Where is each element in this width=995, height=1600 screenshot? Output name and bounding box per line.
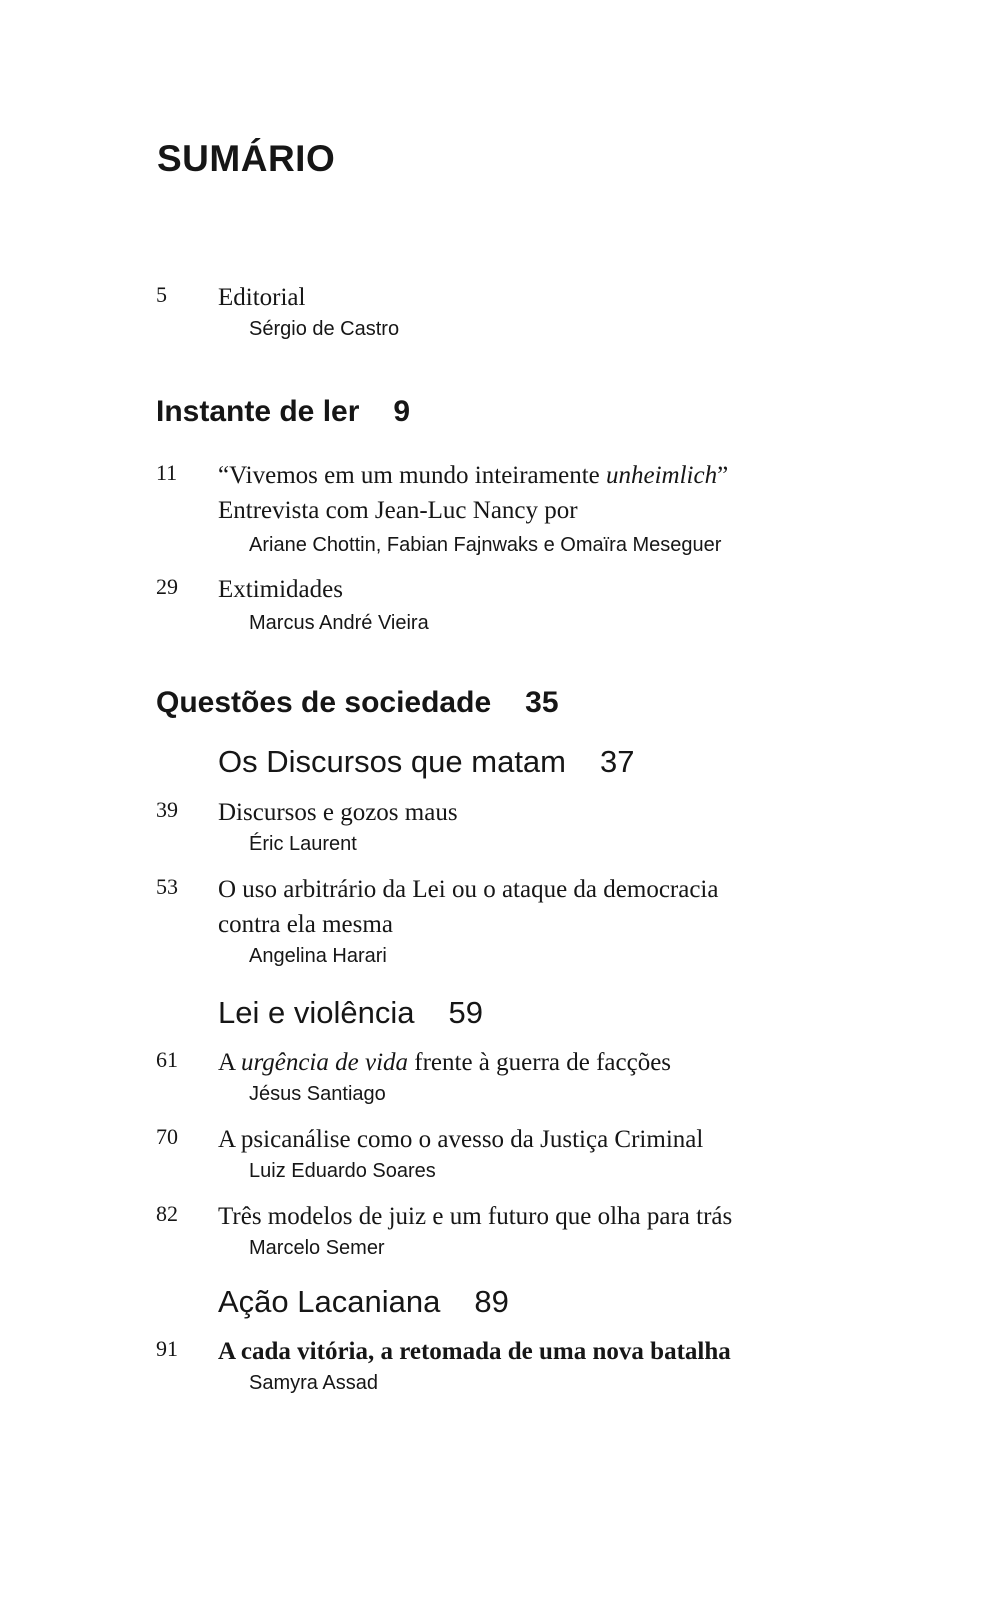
entry-title-italic: urgência de vida xyxy=(240,1049,409,1076)
entry-title xyxy=(218,872,718,942)
entry-author: Éric Laurent xyxy=(249,833,357,855)
entry-author: Sérgio de Castro xyxy=(249,318,400,340)
section-heading-instante-de-ler xyxy=(156,395,410,429)
subsection-page-number: 89 xyxy=(474,1284,509,1319)
entry-title: Três modelos de juiz e um futuro que olha para trás xyxy=(218,1203,733,1230)
entry-title: Extimidades xyxy=(218,576,343,603)
entry-title: Editorial xyxy=(218,284,306,311)
entry-author: Angelina Harari xyxy=(249,945,387,967)
subsection-heading-acao-lacaniana xyxy=(218,1284,509,1320)
entry-page-number: 29 xyxy=(156,574,178,599)
entry-page-number: 11 xyxy=(156,460,178,485)
entry-page-number: 39 xyxy=(156,797,178,822)
entry-title xyxy=(218,458,728,528)
entry-title-suffix: frente à guerra de facções xyxy=(414,1049,672,1076)
section-page-number: 35 xyxy=(525,686,559,719)
entry-title-prefix: A xyxy=(218,1049,235,1076)
entry-title-suffix: ” xyxy=(717,462,729,489)
section-heading-questoes-de-sociedade xyxy=(156,686,559,720)
entry-page-number: 70 xyxy=(156,1124,178,1149)
entry-author: Marcelo Semer xyxy=(249,1237,385,1259)
entry-page-number: 91 xyxy=(156,1336,178,1361)
section-page-number: 9 xyxy=(393,395,411,428)
entry-title-line2: Entrevista com Jean-Luc Nancy por xyxy=(218,497,578,524)
subsection-label: Os Discursos que matam xyxy=(218,744,566,779)
section-label: Questões de sociedade xyxy=(156,686,492,719)
entry-author: Marcus André Vieira xyxy=(249,612,429,634)
page-title: SUMÁRIO xyxy=(157,138,336,179)
entry-page-number: 5 xyxy=(156,282,167,307)
entry-author: Ariane Chottin, Fabian Fajnwaks e Omaïra Meseguer xyxy=(249,534,722,556)
subsection-heading-discursos-que-matam xyxy=(218,744,634,780)
entry-title-prefix: “Vivemos em um mundo inteiramente xyxy=(218,462,600,489)
entry-author: Jésus Santiago xyxy=(249,1083,386,1105)
entry-title xyxy=(218,1045,671,1080)
entry-page-number: 53 xyxy=(156,874,178,899)
section-label: Instante de ler xyxy=(156,395,360,428)
entry-page-number: 61 xyxy=(156,1047,178,1072)
entry-title-line2: contra ela mesma xyxy=(218,911,393,938)
subsection-page-number: 59 xyxy=(448,995,483,1030)
entry-title-italic: unheimlich xyxy=(606,462,718,489)
subsection-label: Lei e violência xyxy=(218,995,415,1030)
subsection-heading-lei-e-violencia xyxy=(218,995,483,1031)
entry-title: A psicanálise como o avesso da Justiça Criminal xyxy=(218,1126,704,1153)
entry-title: A cada vitória, a retomada de uma nova batalha xyxy=(218,1338,731,1365)
entry-title: Discursos e gozos maus xyxy=(218,799,458,826)
entry-author: Samyra Assad xyxy=(249,1372,378,1394)
subsection-page-number: 37 xyxy=(600,744,635,779)
subsection-label: Ação Lacaniana xyxy=(218,1284,441,1319)
entry-title-line1: O uso arbitrário da Lei ou o ataque da democracia xyxy=(218,876,719,903)
entry-page-number: 82 xyxy=(156,1201,178,1226)
entry-author: Luiz Eduardo Soares xyxy=(249,1160,436,1182)
